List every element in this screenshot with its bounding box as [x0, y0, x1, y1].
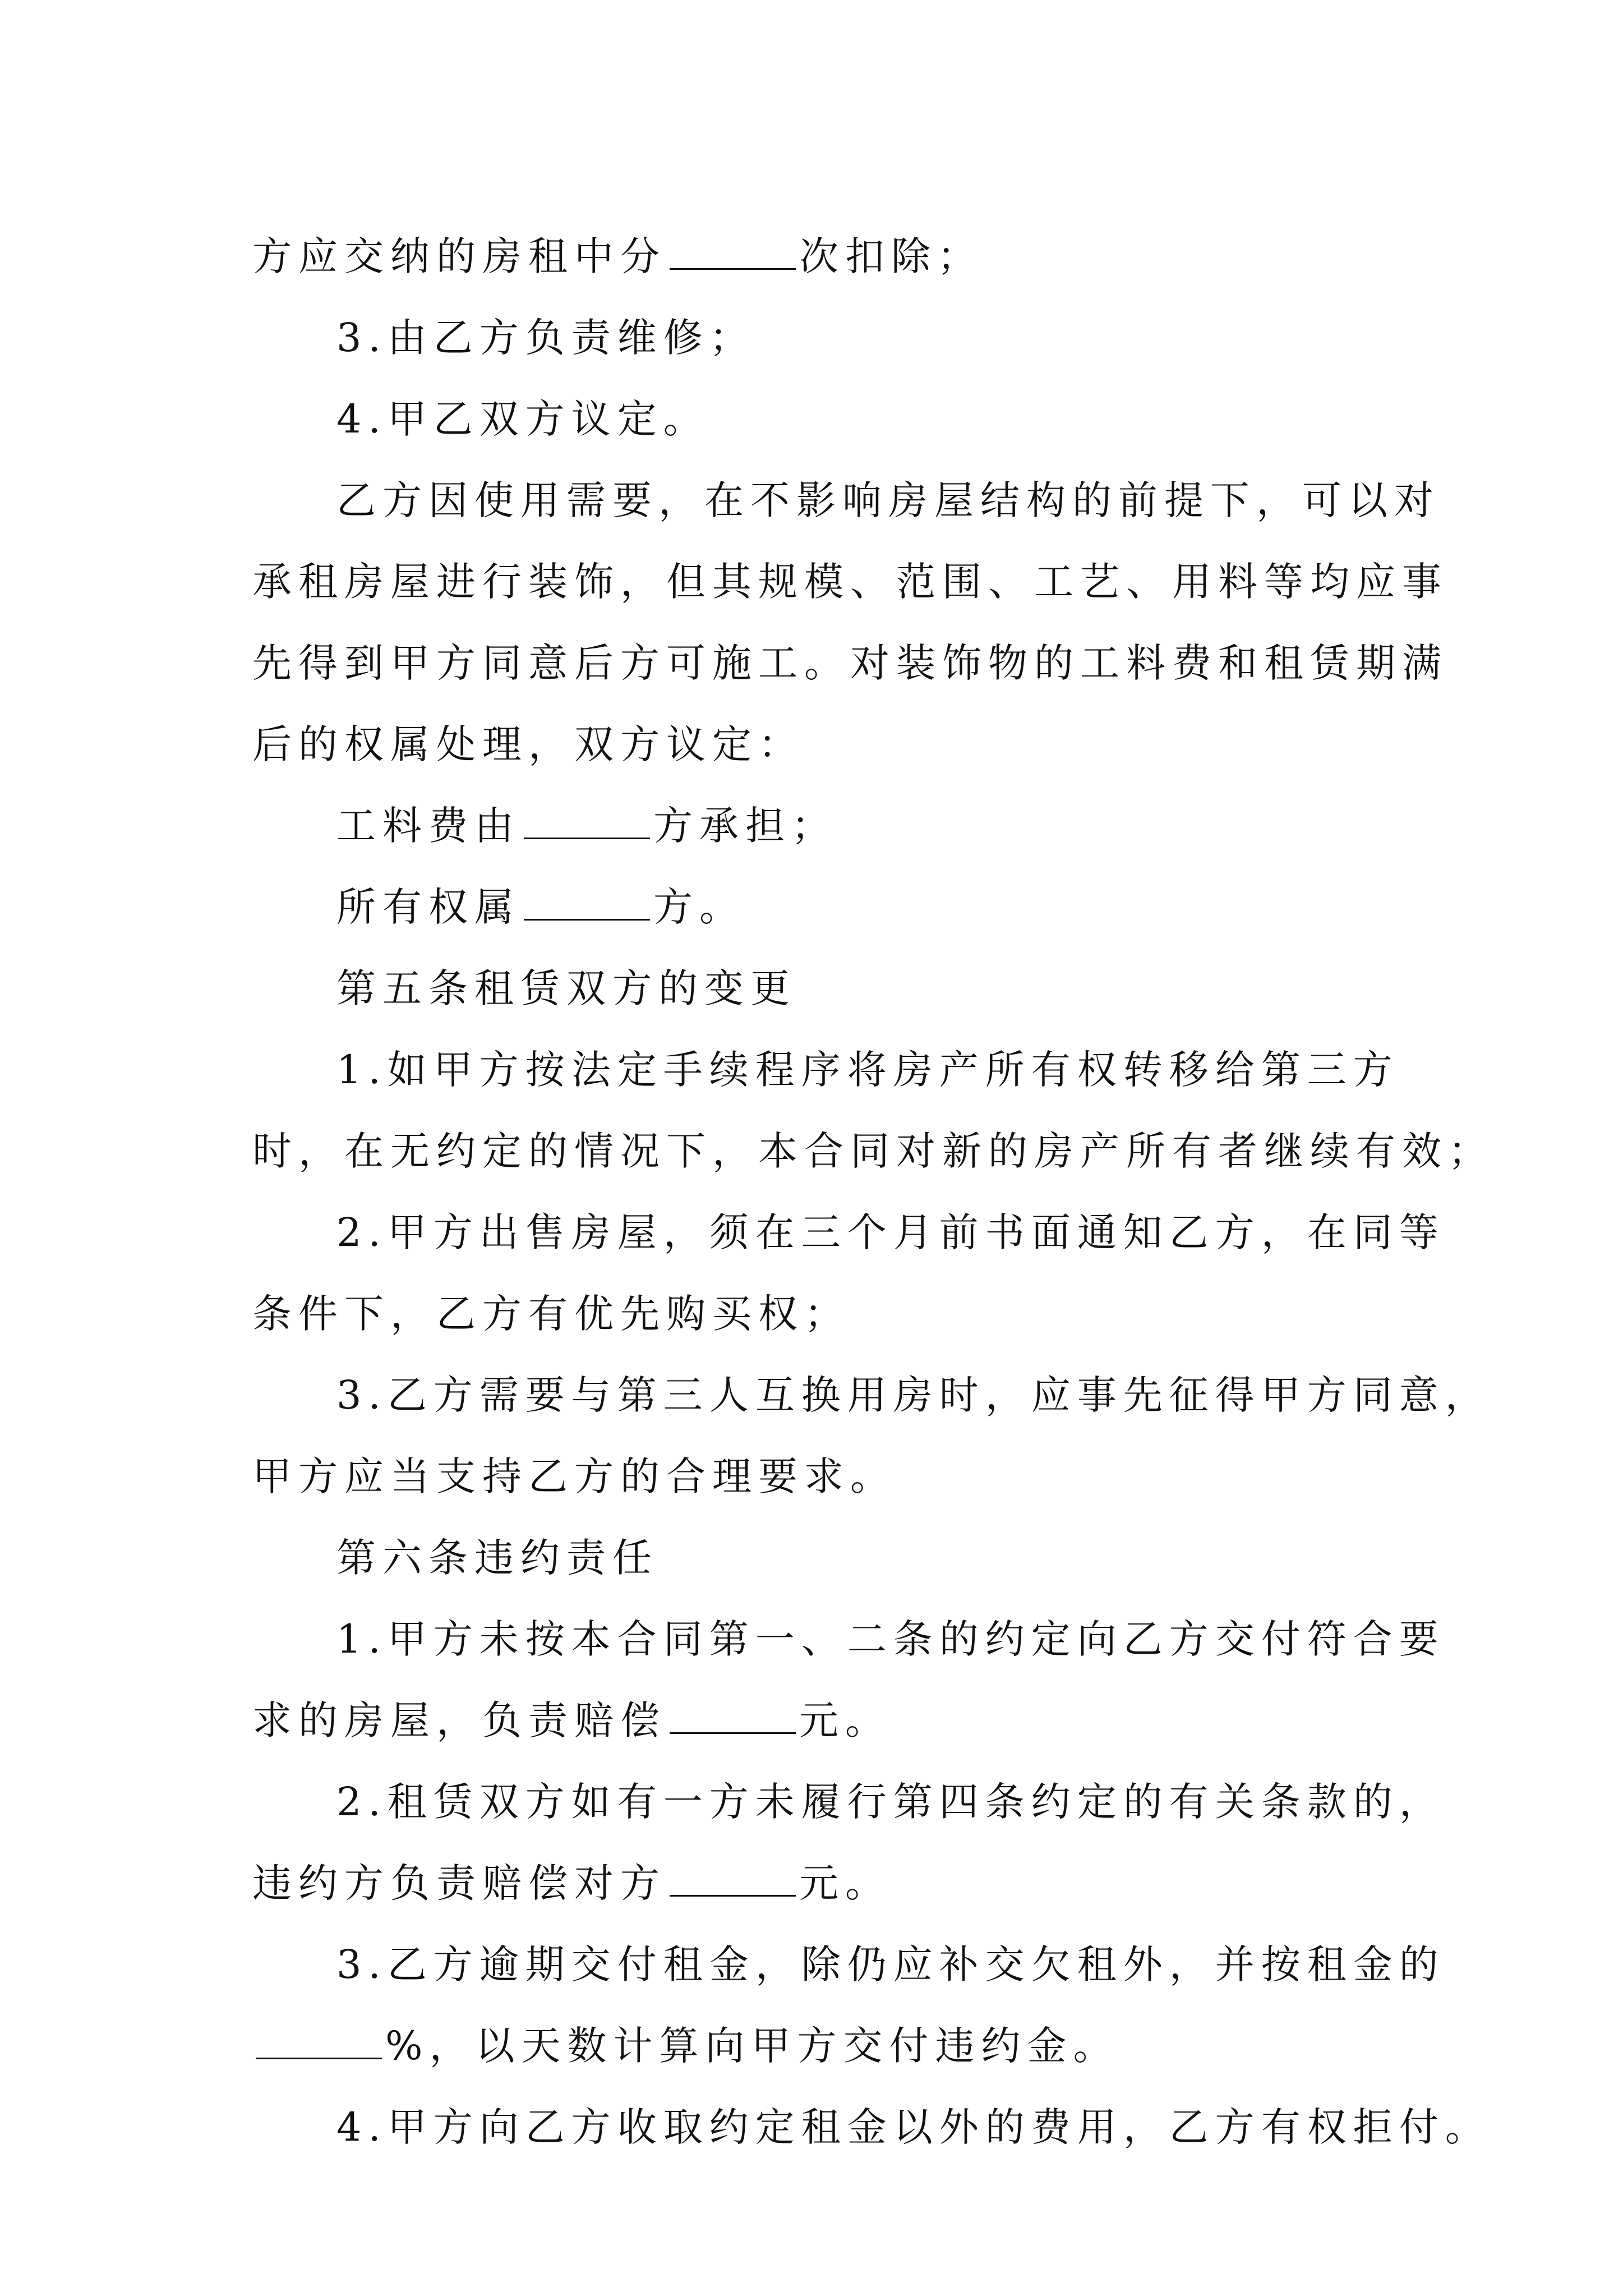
text-segment: 次扣除；	[799, 233, 983, 279]
text-segment: 方应交纳的房租中分	[252, 233, 666, 279]
text-line	[252, 2005, 1380, 2087]
text-line: 3.乙方逾期交付租金，除仍应补交欠租外，并按租金的	[336, 1941, 1445, 1987]
text-line: 3.由乙方负责维修；	[336, 315, 755, 361]
text-line: 甲方应当支持乙方的合理要求。	[252, 1453, 896, 1499]
fill-blank	[670, 236, 796, 270]
text-line	[252, 1680, 1380, 1761]
text-line: 1.甲方未按本合同第一、二条的约定向乙方交付符合要	[336, 1616, 1445, 1662]
text-segment: 所有权属	[336, 884, 520, 930]
text-line: 4.甲乙双方议定。	[336, 396, 709, 442]
text-segment: 元。	[799, 1860, 891, 1906]
text-line	[252, 1843, 1380, 1924]
section-heading: 第六条违约责任	[336, 1535, 658, 1581]
text-segment: 违约方负责赔偿对方	[252, 1860, 666, 1906]
fill-blank	[670, 1700, 796, 1734]
fill-blank	[670, 1862, 796, 1897]
text-segment: 方。	[653, 884, 745, 930]
fill-blank	[524, 805, 650, 839]
text-line: 1.如甲方按法定手续程序将房产所有权转移给第三方	[336, 1047, 1399, 1093]
text-line: 2.甲方出售房屋，须在三个月前书面通知乙方，在同等	[336, 1209, 1445, 1255]
fill-blank	[256, 2025, 382, 2059]
text-line: 2.租赁双方如有一方未履行第四条约定的有关条款的，	[336, 1779, 1445, 1825]
text-segment: 方承担；	[653, 803, 837, 849]
text-line: 乙方因使用需要，在不影响房屋结构的前提下，可以对	[336, 477, 1440, 523]
text-segment: 元。	[799, 1697, 891, 1743]
text-line: 条件下，乙方有优先购买权；	[252, 1291, 850, 1337]
section-heading: 第五条租赁双方的变更	[336, 965, 796, 1011]
contract-body	[252, 216, 1494, 2168]
fill-blank	[524, 886, 650, 921]
text-segment: 求的房屋，负责赔偿	[252, 1697, 666, 1743]
text-line: 先得到甲方同意后方可施工。对装饰物的工料费和租赁期满	[252, 640, 1448, 686]
text-line: 后的权属处理，双方议定：	[252, 721, 804, 767]
text-line: 时，在无约定的情况下，本合同对新的房产所有者继续有效；	[252, 1128, 1494, 1174]
text-line: 4.甲方向乙方收取约定租金以外的费用，乙方有权拒付。	[336, 2104, 1491, 2150]
text-line	[252, 785, 1380, 867]
text-segment: %，以天数计算向甲方交付违约金。	[385, 2023, 1119, 2069]
text-segment: 工料费由	[336, 803, 520, 849]
text-line	[252, 216, 1380, 297]
text-line: 承租房屋进行装饰，但其规模、范围、工艺、用料等均应事	[252, 559, 1448, 605]
text-line: 3.乙方需要与第三人互换用房时，应事先征得甲方同意，	[336, 1372, 1491, 1418]
text-line	[252, 867, 1380, 948]
